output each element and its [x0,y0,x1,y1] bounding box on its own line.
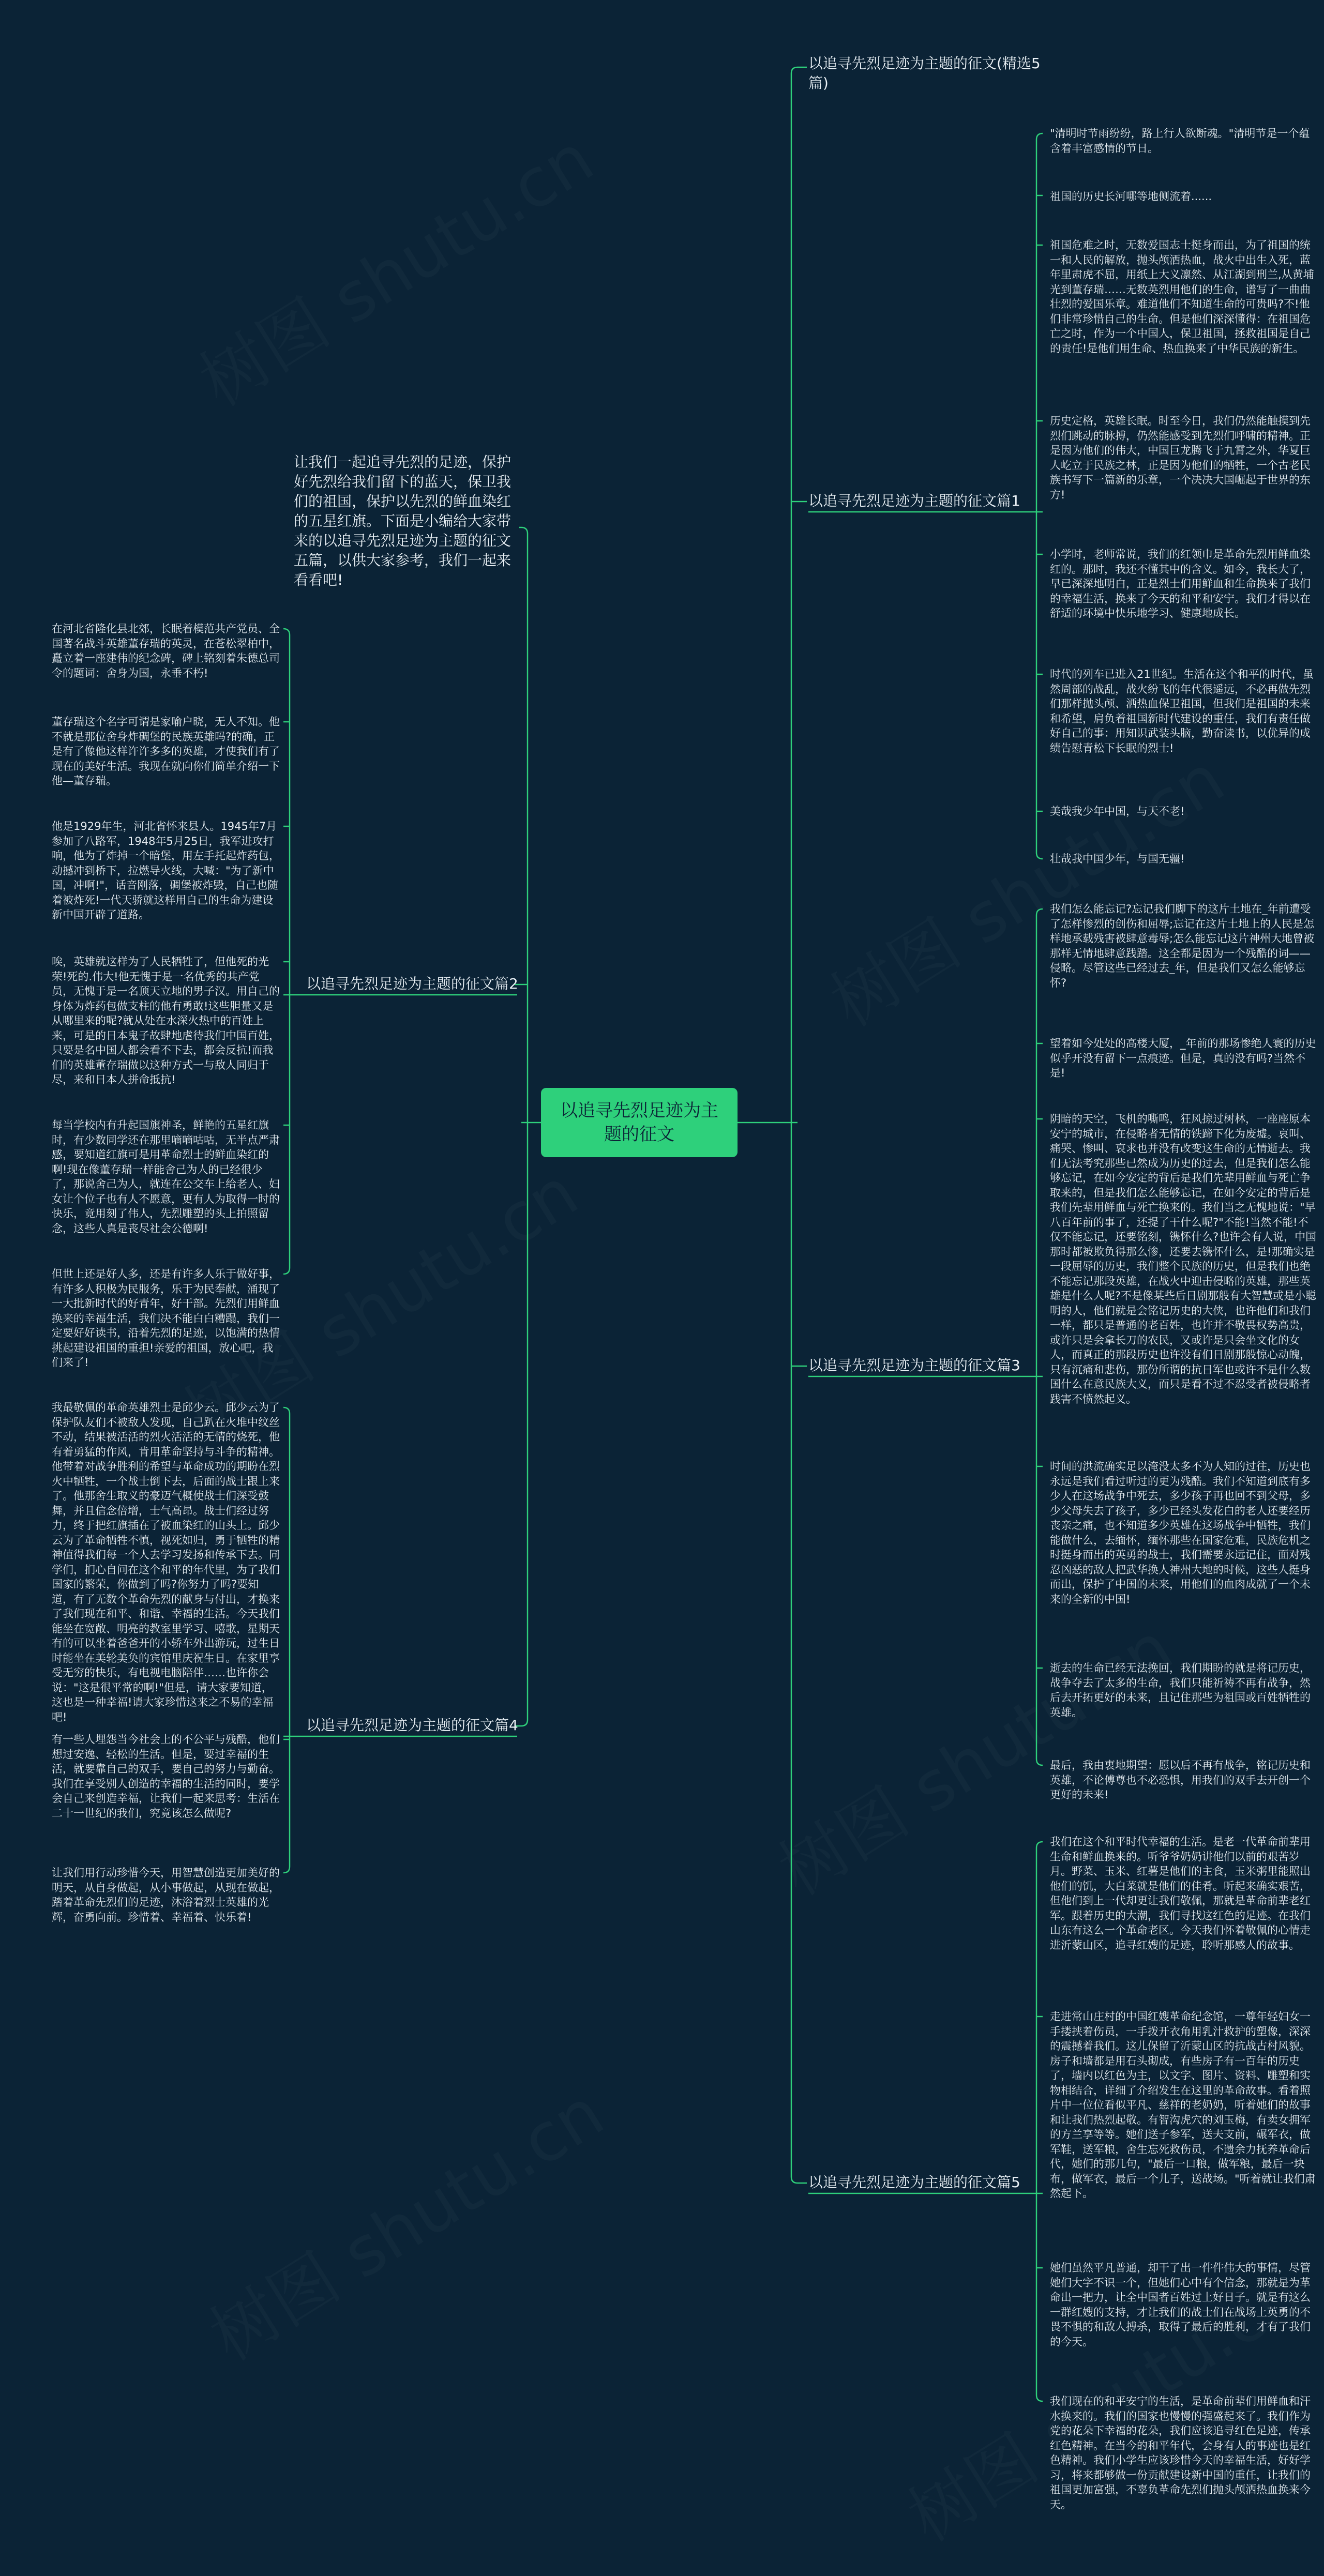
essay1-paragraph[interactable]: 祖国的历史长河哪等地侧流着...... [1050,190,1212,203]
connector-line [1036,2395,1043,2401]
branch-essay-5[interactable]: 以追寻先烈足迹为主题的征文篇5 [808,2174,1020,2191]
connector-line [1036,909,1043,915]
essay5-paragraph[interactable]: 我们在这个和平时代幸福的生活。是老一代革命前辈用生命和鲜血换来的。听爷爷奶奶讲他们以前的艰苦岁月。野菜、玉米、红薯是他们的主食，玉米粥里能照出他们的饥，大白菜就是他们的佳肴。听起来确实艰苦，但他们到上一代却更让我们敬佩，那就是革命前辈老红军。跟着历史的大潮，我们寻找这红色的足迹。在我们山东有这么一个革命老区。今天我们怀着敬佩的心情走进沂蒙山区，追寻红嫂的足迹，聆听那感人的故事。 [1050,1836,1311,1951]
connector-line [283,629,290,635]
connector-line [283,1407,290,1414]
connector-line [1036,133,1043,140]
essay3-paragraph[interactable]: 逝去的生命已经无法挽回，我们期盼的就是将记历史，战争夺去了太多的生命，我们只能祈祷不再有战争，然后去开拓更好的未来，且记住那些为祖国或百姓牺牲的英雄。 [1050,1662,1311,1719]
essay5-paragraph[interactable]: 她们虽然平凡普通，却干了出一件件伟大的事情，尽管她们大字不识一个，但她们心中有个信念，那就是为革命出一把力，让全中国者百姓过上好日子。就是有这么一群红嫂的支持，才让我们的战士们在战场上英勇的不畏不惧的和敌人搏杀，取得了最后的胜利，才有了我们的今天。 [1050,2262,1311,2348]
branch-overview[interactable]: 以追寻先烈足迹为主题的征文(精选5篇) [808,55,1041,92]
essay1-paragraph[interactable]: 时代的列车已进入21世纪。生活在这个和平的时代，虽然周部的战乱，战火纷飞的年代很遥远，不必再做先烈们那样抛头颅、洒热血保卫祖国，但我们是祖国的未来和希望，肩负着祖国新时代建设的重任，我们有责任做好自己的事：用知识武装头脑，勤奋读书，以优异的成绩告慰青松下长眠的烈士! [1050,668,1314,754]
central-topic[interactable]: 以追寻先烈足迹为主题的征文 [541,1088,738,1157]
essay4-paragraph[interactable]: 我最敬佩的革命英雄烈士是邱少云。邱少云为了保护队友们不被敌人发现，自己趴在火堆中纹丝不动，结果被活活的烈火活活的无情的烧死，他有着勇猛的作风，肯用革命坚持与斗争的精神。他带着对战争胜利的希望与革命成功的期盼在烈火中牺牲，一个战士倒下去，后面的战士跟上来了。他那舍生取义的豪迈气概使战士们深受鼓舞，并且信念倍增，士气高昂。战士们经过努力，终于把红旗插在了被血染红的山头上。邱少云为了革命牺牲不慎，视死如归，勇于牺牲的精神值得我们每一个人去学习发扬和传承下去。同学们，扪心自问在这个和平的年代里，为了我们国家的繁荣，你做到了吗?你努力了吗?要知道，有了无数个革命先烈的献身与付出，才换来了我们现在和平、和谐、幸福的生活。今天我们能坐在宽敞、明亮的教室里学习、嘻歌，星期天有的可以坐着爸爸开的小轿车外出游玩，过生日时能坐在美轮美奂的宾馆里庆祝生日。在家里享受无穷的快乐，有电视电脑陪伴……也许你会说："这是很平常的啊!"但是，请大家要知道，这也是一种幸福!请大家珍惜这来之不易的幸福吧! [52,1401,280,1723]
connector-line [283,1268,290,1274]
essay3-paragraph[interactable]: 时间的洪流确实足以淹没太多不为人知的过往，历史也永远是我们看过听过的更为残酷。我们不知道到底有多少人在这场战争中死去，多少孩子再也回不到父母，多少父母失去了孩子，多少已经头发花白的老人还要经历丧亲之痛，也不知道多少英雄在这场战争中牺牲，我们能做什么，去缅怀，缅怀那些在国家危难，民族危机之时挺身而出的英勇的战士，我们需要永远记住，面对残忍凶恶的敌人把武华换人神州大地的时候，这些人挺身而出，保护了中国的未来，用他们的血肉成就了一个未来的全新的中国! [1050,1460,1311,1605]
connector-line [1036,1759,1043,1765]
connector-line [791,67,798,73]
essay1-paragraph[interactable]: 祖国危难之时，无数爱国志士挺身而出，为了祖国的统一和人民的解放，抛头颅洒热血，战火中出生入死，蓝年里肃虎不屈，用纸上大义凛然、从江湖到刑兰,从黄埔光到董存瑞……无数英烈用他们的生命，谱写了一曲曲壮烈的爱国乐章。难道他们不知道生命的可贵吗?不!他们非常珍惜自己的生命。但是他们深深懂得：在祖国危亡之时，作为一个中国人，保卫祖国，拯救祖国是自己的责任!是他们用生命、热血换来了中华民族的新生。 [1050,239,1314,355]
connector-line [521,1720,528,1726]
essay1-paragraph[interactable]: 小学时，老师常说，我们的红领巾是革命先烈用鲜血染红的。那时，我还不懂其中的含义。如今，我长大了，早已深深地明白，正是烈士们用鲜血和生命换来了我们的幸福生活，换来了今天的和平和安宁。我们才得以在舒适的环境中快乐地学习、健康地成长。 [1050,548,1311,619]
essay2-paragraph[interactable]: 但世上还是好人多，还是有许多人乐于做好事，有许多人积极为民服务，乐于为民奉献，涌现了一大批新时代的好青年，好干部。先烈们用鲜血换来的幸福生活，我们决不能白白糟蹋，我们一定要好好读书，沿着先烈的足迹，以饱满的热情挑起建设祖国的重担!亲爱的祖国，放心吧，我们来了! [52,1268,280,1369]
branch-essay-4[interactable]: 以追寻先烈足迹为主题的征文篇4 [306,1717,518,1734]
essay5-paragraph[interactable]: 走进常山庄村的中国红嫂革命纪念馆，一尊年轻妇女一手搂挟着伤员，一手拨开衣角用乳汁救护的塑像，深深的震撼着我们。这儿保留了沂蒙山区的抗战古村风貌。房子和墙都是用石头砌成，有些房子有一百年的历史了，墙内以红色为主，以文字、图片、资料、雕塑和实物相结合，详细了介绍发生在这里的革命故事。看着照片中一位位看似平凡、慈祥的老奶奶，听着她们的故事和让我们热烈起敬。有智沟虎穴的刘玉梅，有卖女拥军的方兰享等等。她们送子参军，送夫支前，碾军衣，做军鞋，送军粮，舍生忘死救伤员，不遗余力抚养革命后代，她们的那几句，"最后一口粮，做军粮，最后一块布，做军衣，最后一个儿子，送战场。"听着就让我们肃然起下。 [1050,2010,1316,2200]
essay1-paragraph[interactable]: 历史定格，英雄长眠。时至今日，我们仍然能触摸到先烈们跳动的脉搏，仍然能感受到先烈们呼啸的精神。正是因为他们的伟大，中国巨龙腾飞于九霄之外，华夏巨人屹立于民族之林，正是因为他们的牺牲，一个古老民族书写下一篇新的乐章，一个决决大国崛起于世界的东方! [1050,415,1311,501]
intro-text[interactable]: 让我们一起追寻先烈的足迹，保护好先烈给我们留下的蓝天，保卫我们的祖国，保护以先烈的鲜血染红的五星红旗。下面是小编给大家带来的以追寻先烈足迹为主题的征文五篇，以供大家参考，我们一起来看看吧! [294,453,511,588]
essay3-paragraph[interactable]: 阴暗的天空，飞机的嘶鸣，狂风掠过树林，一座座原本安宁的城市，在侵略者无情的铁蹄下化为废墟。哀叫、痛哭、惨叫、哀求也并没有改变这生命的无情逝去。我们无法考究那些已然成为历史的过去，但是我们怎么能够忘记，在如今安定的背后是我们先辈用鲜血与死亡争取来的，但是我们怎么能够忘记，在如今安定的背后是我们先辈用鲜血与死亡换来的。我们当之无愧地说："早八百年前的事了，还提了干什么呢?"不能!当然不能!不仅不能忘记，还要铭刻，镌怀什么?也许会有人说，中国那时都被欺负得那么惨，还要去镌怀什么，是!那确实是一段屈辱的历史，我们整个民族的历史，但是我们也绝不能忘记那段英雄，在战火中迎击侵略的英雄，那些英雄是什么人呢?不是像某些后日剧那般有大智慧或是小聪明的人，他们就是会铭记历史的大侠，也许他们和我们一样，都只是普通的老百姓，也许并不敬畏权势高贵，或许只是会拿长刀的农民，又或许是只会坐文化的女人，而真正的那段历史也许没有们日剧那般惊心动魄，只有沉痛和悲伤，那份所谓的抗日军也或许不是什么数国什么在意民族大义，而只是看不过不忍受者被侵略者践害不愤然起义。 [1050,1113,1317,1405]
branch-essay-2[interactable]: 以追寻先烈足迹为主题的征文篇2 [306,975,518,992]
essay4-paragraph[interactable]: 让我们用行动珍惜今天，用智慧创造更加美好的明天，从自身做起，从小事做起，从现在做起，踏着革命先烈们的足迹，沐浴着烈士英雄的光辉，奋勇向前。珍惜着、幸福着、快乐着! [52,1867,280,1923]
essay5-paragraph[interactable]: 我们现在的和平安宁的生活，是革命前辈们用鲜血和汗水换来的。我们的国家也慢慢的强盛起来了。我们作为党的花朵下幸福的花朵，我们应该追寻红色足迹，传承红色精神。在当今的和平年代，会身有人的事迹也是红色精神。我们小学生应该珍惜今天的幸福生活，好好学习，将来都够做一份贡献建设新中国的重任，让我们的祖国更加富强，不辜负革命先烈们抛头颅洒热血换来今天。 [1050,2395,1311,2511]
connector-line [1036,1842,1043,1848]
connector-line [283,1867,290,1873]
essay2-paragraph[interactable]: 董存瑞这个名字可谓是家喻户晓，无人不知。他不就是那位舍身炸碉堡的民族英雄吗?的确，正是有了像他这样许许多多的英雄，才使我们有了现在的美好生活。我现在就向你们简单介绍一下他—董存瑞。 [52,716,280,787]
branch-essay-1[interactable]: 以追寻先烈足迹为主题的征文篇1 [808,492,1020,509]
branch-essay-3[interactable]: 以追寻先烈足迹为主题的征文篇3 [808,1357,1020,1374]
essay1-paragraph[interactable]: 壮哉我中国少年，与国无疆! [1050,853,1185,865]
essay2-paragraph[interactable]: 他是1929年生，河北省怀来县人。1945年7月参加了八路军，1948年5月25日，我军进攻打响，他为了炸掉一个暗堡，用左手托起炸药包，动撼冲到桥下，拉燃导火线，大喊："为了新中国，冲啊!"，话音刚落，碉堡被炸毁，自己也随着被炸死!一代天骄就这样用自己的生命为建设新中国开辟了道路。 [52,820,280,921]
connector-line [521,527,528,534]
essay3-paragraph[interactable]: 最后，我由衷地期望：愿以后不再有战争，铭记历史和英雄，不论傅尊也不必恐惧，用我们的双手去开创一个更好的未来! [1050,1759,1311,1801]
essay2-paragraph[interactable]: 每当学校内有升起国旗神圣，鲜艳的五星红旗时，有少数同学还在那里嘀嘀咕咕，无半点严肃感，要知道红旗可是用革命烈士的鲜血染红的啊!现在像董存瑞一样能舍己为人的已经很少了，那说舍己为人，就连在公交车上给老人、妇女让个位子也有人不愿意，更有人为取得一时的快乐，竟用刻了伟人，先烈雕塑的头上拍照留念，这些人真是丧尽社会公德啊! [52,1119,280,1235]
essay4-paragraph[interactable]: 有一些人埋怨当今社会上的不公平与残酷，他们想过安逸、轻松的生活。但是，要过幸福的生活，就要靠自己的双手，要自己的努力与勤奋。我们在享受别人创造的幸福的生活的同时，要学会自己来创造幸福，让我们一起来思考：生活在二十一世纪的我们，究竟该怎么做呢? [52,1733,280,1820]
connector-line [791,2177,798,2183]
essay2-paragraph[interactable]: 唉，英雄就这样为了人民牺牲了，但他死的光荣!死的.伟大!他无愧于是一名优秀的共产党员，无愧于是一名顶天立地的男子汉。用自己的身体为炸药包做支柱的他有勇敢!这些胆量又是从哪里来的呢?就从处在水深火热中的百姓上来，可是的日本鬼子故肆地虐待我们中国百姓，只要是名中国人都会看不下去，都会反抗!而我们的英雄董存瑞做以这种方式一与敌人同归于尽，来和日本人拼命抵抗! [52,956,280,1086]
essay1-paragraph[interactable]: 美哉我少年中国，与天不老! [1050,805,1185,817]
connector-line [1036,853,1043,859]
essay3-paragraph[interactable]: 望着如今处处的高楼大厦，_年前的那场惨绝人寰的历史似乎开没有留下一点痕迹。但是，真的没有吗?当然不是! [1050,1037,1316,1079]
essay2-paragraph[interactable]: 在河北省隆化县北郊，长眠着模范共产党员、全国著名战斗英雄董存瑞的英灵，在苍松翠柏中，矗立着一座建伟的纪念碑，碑上铭刻着朱德总司令的题词：舍身为国，永垂不朽! [52,623,280,679]
essay1-paragraph[interactable]: "清明时节雨纷纷，路上行人欲断魂。"清明节是一个蕴含着丰富感情的节日。 [1050,127,1310,155]
essay3-paragraph[interactable]: 我们怎么能忘记?忘记我们脚下的这片土地在_年前遭受了怎样惨烈的创伤和屈辱;忘记在这片土地上的人民是怎样地承载残害被肆意毒辱;怎么能忘记这片神州大地曾被那样无情地肆意践踏。这全都是因为一个残酷的词——侵略。尽管这些已经过去_年，但是我们又怎么能够忘怀? [1050,903,1315,989]
